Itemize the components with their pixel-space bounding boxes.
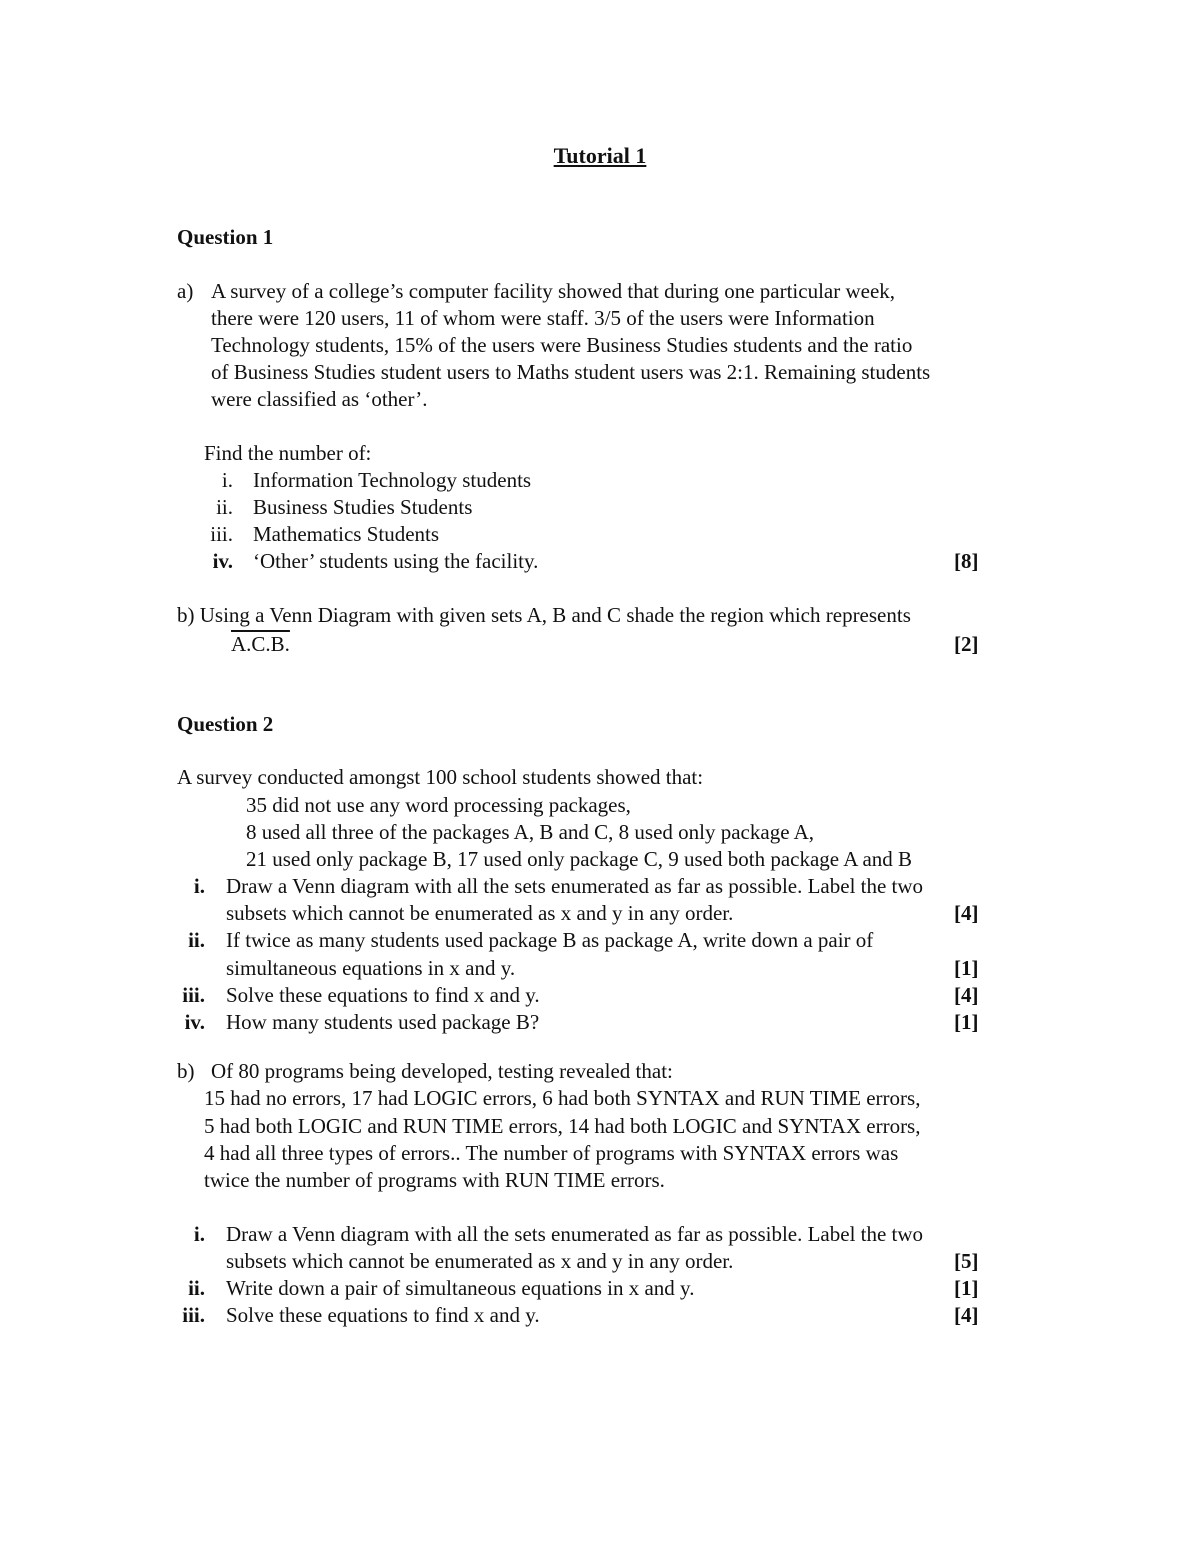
q1-a-line: there were 120 users, 11 of whom were staff. 3/5 of the users were Information <box>211 306 875 330</box>
q2-part-text: Draw a Venn diagram with all the sets enumerated as far as possible. Label the two <box>226 874 924 898</box>
q2-b-line: twice the number of programs with RUN TIME errors. <box>204 1168 665 1192</box>
q1-item-text: Information Technology students <box>253 468 532 492</box>
q2-intro: A survey conducted amongst 100 school students showed that: <box>177 765 704 789</box>
q2-part-number: iv. <box>184 1010 205 1034</box>
q2-b-line: 4 had all three types of errors.. The number of programs with SYNTAX errors was <box>204 1141 899 1165</box>
q2-part-marks: [4] <box>954 901 979 925</box>
q1-b-expression: A.C.B. <box>231 632 290 656</box>
q2-b-part-marks: [5] <box>954 1249 979 1273</box>
q2-part-text: Solve these equations to find x and y. <box>226 983 540 1007</box>
q2-part-text: simultaneous equations in x and y. <box>226 956 516 980</box>
q2-fact: 8 used all three of the packages A, B and C, 8 used only package A, <box>246 820 815 844</box>
q2-part-text: subsets which cannot be enumerated as x and y in any order. <box>226 901 734 925</box>
q1-a-line: A survey of a college’s computer facility showed that during one particular week, <box>211 279 896 303</box>
q2-b-part-text: subsets which cannot be enumerated as x and y in any order. <box>226 1249 734 1273</box>
q2-part-marks: [1] <box>954 956 979 980</box>
q2-fact: 21 used only package B, 17 used only package C, 9 used both package A and B <box>246 847 913 871</box>
q1-b-line: b) Using a Venn Diagram with given sets A, B and C shade the region which represents <box>177 603 911 627</box>
q1-part-a-label: a) <box>177 279 194 303</box>
q2-b-part-text: Draw a Venn diagram with all the sets enumerated as far as possible. Label the two <box>226 1222 924 1246</box>
q1-item-number: iv. <box>212 549 233 573</box>
q2-b-part-text: Write down a pair of simultaneous equations in x and y. <box>226 1276 695 1300</box>
q1-a-line: were classified as ‘other’. <box>211 387 428 411</box>
page-title: Tutorial 1 <box>553 143 647 168</box>
q2-part-marks: [1] <box>954 1010 979 1034</box>
q2-b-line: 5 had both LOGIC and RUN TIME errors, 14 had both LOGIC and SYNTAX errors, <box>204 1114 921 1138</box>
q2-part-number: iii. <box>182 983 205 1007</box>
q2-part-b-label: b) <box>177 1059 195 1083</box>
q1-find-intro: Find the number of: <box>204 441 372 465</box>
q2-b-part-text: Solve these equations to find x and y. <box>226 1303 540 1327</box>
q1-item-text: Mathematics Students <box>253 522 440 546</box>
q1-a-line: of Business Studies student users to Maths student users was 2:1. Remaining students <box>211 360 931 384</box>
q2-b-part-number: iii. <box>182 1303 205 1327</box>
q2-part-text: If twice as many students used package B as package A, write down a pair of <box>226 928 874 952</box>
q1-item-text: Business Studies Students <box>253 495 473 519</box>
q2-b-line: 15 had no errors, 17 had LOGIC errors, 6 had both SYNTAX and RUN TIME errors, <box>204 1086 921 1110</box>
q2-b-part-number: ii. <box>188 1276 205 1300</box>
q1-b-marks: [2] <box>954 632 979 656</box>
q1-a-line: Technology students, 15% of the users were Business Studies students and the ratio <box>211 333 913 357</box>
q2-part-text: How many students used package B? <box>226 1010 540 1034</box>
q1-item-text: ‘Other’ students using the facility. <box>253 549 539 573</box>
q2-part-marks: [4] <box>954 983 979 1007</box>
q2-b-part-marks: [4] <box>954 1303 979 1327</box>
question-1-heading: Question 1 <box>177 225 274 249</box>
q2-part-number: i. <box>193 874 205 898</box>
question-2-heading: Question 2 <box>177 712 274 736</box>
q2-b-part-marks: [1] <box>954 1276 979 1300</box>
q2-b-part-number: i. <box>193 1222 205 1246</box>
q1-item-number: i. <box>221 468 233 492</box>
q1-item-number: iii. <box>210 522 233 546</box>
q2-fact: 35 did not use any word processing packages, <box>246 793 631 817</box>
q2-part-number: ii. <box>188 928 205 952</box>
q1-a-marks: [8] <box>954 549 979 573</box>
q1-item-number: ii. <box>216 495 233 519</box>
q2-b-intro: Of 80 programs being developed, testing revealed that: <box>211 1059 673 1083</box>
